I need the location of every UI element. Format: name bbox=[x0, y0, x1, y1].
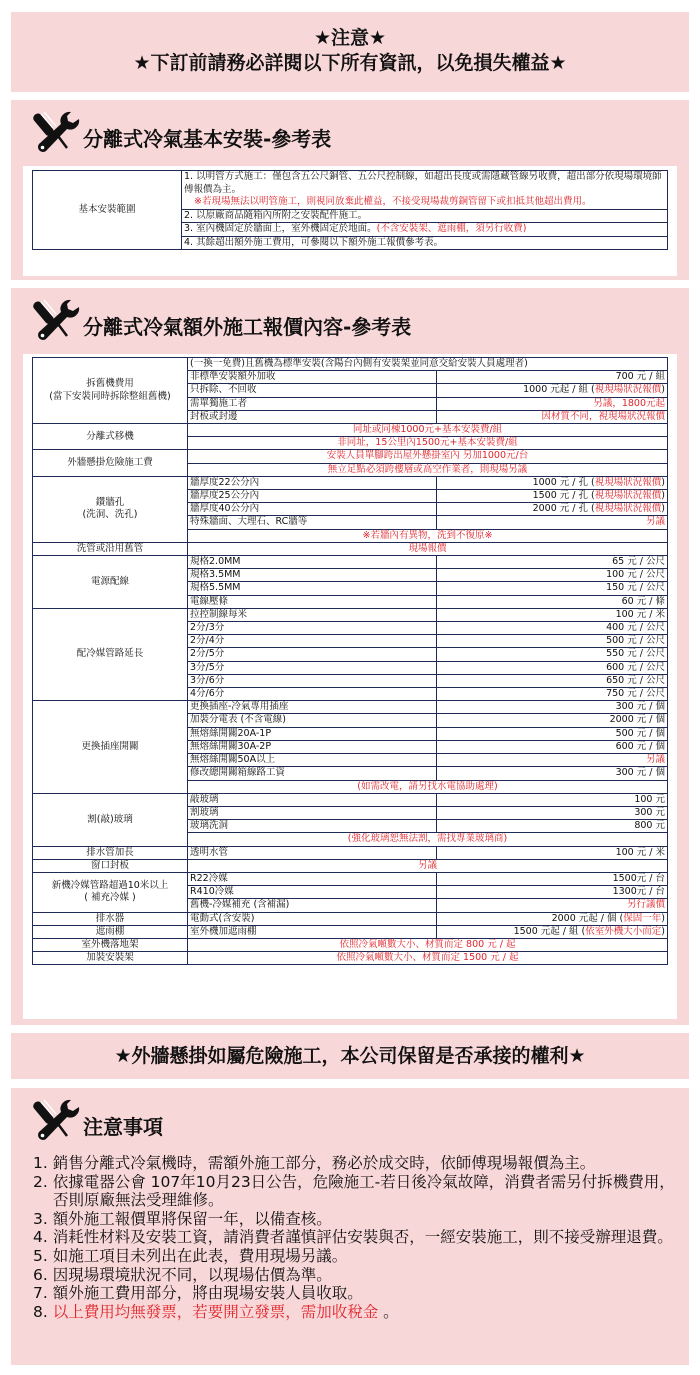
category-cell bbox=[33, 872, 188, 912]
price-cell bbox=[437, 582, 668, 595]
price-cell bbox=[437, 846, 668, 859]
table-row bbox=[33, 859, 668, 872]
notes-list bbox=[33, 1154, 689, 1321]
span-note: (一換一免費)且舊機為標準安裝(含陽台內側有安裝架並同意交給安裝人員處理者) bbox=[188, 358, 668, 371]
item-cell: 牆厚度22公分內 bbox=[188, 476, 437, 489]
price-cell bbox=[437, 899, 668, 912]
note-item bbox=[33, 1173, 689, 1210]
item-cell: 加裝分電表 (不含電線) bbox=[188, 714, 437, 727]
basic-item bbox=[182, 223, 668, 237]
price-value: 1500元 / 台 bbox=[612, 872, 665, 884]
price-cell bbox=[437, 806, 668, 819]
price-cell bbox=[437, 648, 668, 661]
table-row bbox=[33, 556, 668, 569]
item-cell: R22冷媒 bbox=[188, 872, 437, 885]
note-text: 7. 額外施工費用部分，將由現場安裝人員收取。 bbox=[33, 1284, 363, 1303]
category-label: 排水管加長 bbox=[86, 846, 134, 858]
price-note: 視現場狀況報價 bbox=[594, 503, 662, 515]
item-text: 1. 以明管方式施工：僅包含五公尺銅管、五公尺控制線，如超出長度或需隱藏管線另收費，超出部分依現場環境師傅報價為主。 bbox=[184, 171, 662, 195]
price-value: 因材質不同，視現場狀況報價 bbox=[541, 410, 665, 422]
item-cell: 割玻璃 bbox=[188, 806, 437, 819]
item-cell: 敲玻璃 bbox=[188, 793, 437, 806]
item-cell: 2分/5分 bbox=[188, 648, 437, 661]
table-row bbox=[33, 846, 668, 859]
section-title: 注意事項 bbox=[83, 1115, 163, 1139]
paren: ( bbox=[578, 925, 586, 937]
category-label: 分離式移機 bbox=[86, 430, 134, 442]
note-tail: 。 bbox=[378, 1302, 399, 1321]
note-text: 2. 依據電器公會 107年10月23日公告，危險施工-若日後冷氣故障，消費者需另付拆機費用，否則原廠無法受理維修。 bbox=[33, 1172, 675, 1210]
price-value: 另議 bbox=[645, 516, 665, 528]
item-cell: 牆厚度40公分內 bbox=[188, 503, 437, 516]
item-cell: 規格5.5MM bbox=[188, 582, 437, 595]
span-note: 另議 bbox=[188, 859, 668, 872]
price-value: 1300元 / 台 bbox=[612, 886, 665, 898]
table-row bbox=[33, 424, 668, 437]
category-label: 電源配線 bbox=[90, 575, 129, 587]
span-note: 現場報價 bbox=[188, 542, 668, 555]
span-note: 依照冷氣噸數大小、材質而定 1500 元 / 起 bbox=[188, 952, 668, 965]
price-cell bbox=[437, 635, 668, 648]
price-value: 60 元 / 條 bbox=[621, 595, 665, 607]
paren: ( bbox=[588, 384, 595, 396]
price-value: 65 元 / 公尺 bbox=[612, 556, 665, 568]
category-cell bbox=[33, 358, 188, 424]
price-cell bbox=[437, 674, 668, 687]
price-value: 500 元 / 公尺 bbox=[606, 635, 665, 647]
item-note: ※若現場無法以明管施工，則視同放棄此權益，不接受現場裁剪銅管留下或扣抵其他超出費用。 bbox=[194, 196, 592, 207]
table-row bbox=[33, 701, 668, 714]
price-note: 依室外機大小而定 bbox=[585, 925, 662, 937]
price-cell bbox=[437, 661, 668, 674]
category-cell bbox=[33, 701, 188, 793]
note-red: 以上費用均無發票，若要開立發票，需加收稅金 bbox=[52, 1302, 379, 1321]
item-cell: 規格3.5MM bbox=[188, 569, 437, 582]
table-row bbox=[33, 925, 668, 938]
category-cell bbox=[33, 846, 188, 859]
price-value: 1500 元 / 孔 bbox=[532, 490, 589, 502]
category-label: 加裝安裝架 bbox=[86, 952, 134, 964]
paren: ( bbox=[619, 912, 624, 924]
paren: ( bbox=[588, 490, 595, 502]
notice-subtitle: ★下訂前請務必詳閱以下所有資訊，以免損失權益★ bbox=[133, 52, 567, 74]
price-value: 600 元 / 公尺 bbox=[606, 661, 665, 673]
item-cell: 需單獨施工者 bbox=[188, 397, 437, 410]
price-cell bbox=[437, 740, 668, 753]
item-text: 3. 室內機固定於牆面上，室外機固定於地面。 bbox=[184, 223, 377, 234]
span-note: 同址或同棟1000元+基本安裝費/組 bbox=[188, 424, 668, 437]
price-value: 300 元 / 個 bbox=[615, 767, 665, 779]
item-cell: 牆厚度25公分內 bbox=[188, 490, 437, 503]
note-item bbox=[33, 1266, 689, 1285]
price-value: 另議，1800元起 bbox=[593, 397, 665, 409]
item-cell: 特殊牆面、大理石、RC牆等 bbox=[188, 516, 437, 529]
price-note: 視現場狀況報價 bbox=[594, 476, 662, 488]
table-row bbox=[33, 542, 668, 555]
price-value: 2000 元 / 孔 bbox=[532, 503, 589, 515]
item-cell: 玻璃洗洞 bbox=[188, 820, 437, 833]
item-cell: 封板或封邊 bbox=[188, 410, 437, 423]
category-label: 鑽牆孔 bbox=[95, 497, 125, 509]
item-cell: 2分/4分 bbox=[188, 635, 437, 648]
price-value: 100 元 / 米 bbox=[615, 846, 665, 858]
item-cell: 3分/5分 bbox=[188, 661, 437, 674]
category-cell bbox=[33, 793, 188, 846]
tools-icon bbox=[33, 296, 81, 342]
price-cell bbox=[437, 556, 668, 569]
category-cell bbox=[33, 859, 188, 872]
item-cell: 室外機加遮雨棚 bbox=[188, 925, 437, 938]
category-label: (洗洞、洗孔) bbox=[82, 509, 138, 521]
basic-item bbox=[182, 171, 668, 210]
category-label: 新機冷媒管路超過10米以上 bbox=[51, 880, 169, 892]
table-row bbox=[33, 450, 668, 463]
item-cell: 拉控制線每米 bbox=[188, 608, 437, 621]
price-value: 150 元 / 公尺 bbox=[606, 582, 665, 594]
table-row bbox=[33, 358, 668, 371]
price-value: 100 元 / 公尺 bbox=[606, 569, 665, 581]
price-value: 750 元 / 公尺 bbox=[606, 688, 665, 700]
item-cell: 無熔絲開關30A-2P bbox=[188, 740, 437, 753]
section-title: 分離式冷氣基本安裝-參考表 bbox=[83, 127, 332, 151]
item-cell: 透明水管 bbox=[188, 846, 437, 859]
item-cell: 電線壓條 bbox=[188, 595, 437, 608]
category-label: (當下安裝同時拆除整組舊機) bbox=[49, 390, 171, 402]
note-item bbox=[33, 1284, 689, 1303]
paren: ) bbox=[661, 384, 665, 396]
price-value: 600 元 / 個 bbox=[615, 740, 665, 752]
category-label: 配冷媒管路延長 bbox=[76, 648, 144, 660]
price-value: 550 元 / 公尺 bbox=[606, 648, 665, 660]
category-cell bbox=[33, 556, 188, 609]
price-value: 100 元 / 米 bbox=[615, 608, 665, 620]
item-cell: 修改總開關箱線路工資 bbox=[188, 767, 437, 780]
item-cell: 電動式(含安裝) bbox=[188, 912, 437, 925]
item-cell: 只拆除、不回收 bbox=[188, 384, 437, 397]
item-cell: 規格2.0MM bbox=[188, 556, 437, 569]
table-row bbox=[33, 952, 668, 965]
price-value: 另行議價 bbox=[626, 899, 665, 911]
price-note: 保固一年 bbox=[623, 912, 662, 924]
note-item bbox=[33, 1303, 689, 1322]
item-cell: 無熔絲開關20A-1P bbox=[188, 727, 437, 740]
table-row bbox=[33, 872, 668, 885]
price-value: 2000 元 / 個 bbox=[609, 714, 665, 726]
tools-icon bbox=[33, 108, 81, 154]
price-value: 2000 元起 / 個 bbox=[551, 912, 620, 924]
item-note: (不含安裝架、遮雨棚，須另行收費) bbox=[376, 223, 527, 234]
paren: ) bbox=[661, 912, 665, 924]
price-value: 1000 元起 / 組 bbox=[523, 384, 589, 396]
tools-icon bbox=[33, 1096, 81, 1142]
note-text: 3. 額外施工報價單將保留一年，以備查核。 bbox=[33, 1209, 332, 1228]
warning-banner: ★外牆懸掛如屬危險施工，本公司保留是否承接的權利★ bbox=[11, 1033, 689, 1079]
price-cell bbox=[437, 569, 668, 582]
note-text: 6. 因現場環境狀況不同，以現場估價為準。 bbox=[33, 1265, 332, 1284]
price-cell bbox=[437, 503, 668, 516]
item-cell: 無熔絲開關50A以上 bbox=[188, 754, 437, 767]
item-cell: 更換插座-冷氣專用插座 bbox=[188, 701, 437, 714]
span-note: ※若牆內有異物，洗到不復原※ bbox=[188, 529, 668, 542]
category-cell bbox=[33, 424, 188, 450]
price-cell bbox=[437, 371, 668, 384]
price-value: 300 元 bbox=[634, 806, 665, 818]
basic-install-table bbox=[32, 170, 668, 250]
span-note: 非同址，15公里內1500元+基本安裝費/組 bbox=[188, 437, 668, 450]
basic-item: 2. 以原廠商品隨箱內所附之安裝配件施工。 bbox=[182, 209, 668, 223]
paren: ( bbox=[588, 476, 595, 488]
table-row bbox=[33, 793, 668, 806]
note-item bbox=[33, 1210, 689, 1229]
price-cell bbox=[437, 754, 668, 767]
item-cell: 舊機-冷媒補充 (含補漏) bbox=[188, 899, 437, 912]
item-cell: 2分/3分 bbox=[188, 622, 437, 635]
notes-section bbox=[11, 1088, 689, 1365]
basic-install-section bbox=[11, 100, 689, 280]
price-note: 視現場狀況報價 bbox=[594, 490, 662, 502]
paren: ) bbox=[661, 503, 665, 515]
category-cell bbox=[33, 608, 188, 700]
price-value: 1000 元 / 孔 bbox=[532, 476, 589, 488]
span-note: (如需改電，請另找水電協助處理) bbox=[188, 780, 668, 793]
price-cell bbox=[437, 595, 668, 608]
category-label: 洗管或沿用舊管 bbox=[76, 542, 144, 554]
price-cell bbox=[437, 714, 668, 727]
price-cell bbox=[437, 516, 668, 529]
note-item bbox=[33, 1228, 689, 1247]
price-value: 1500 元起 / 組 bbox=[513, 925, 579, 937]
item-cell: 4分/6分 bbox=[188, 688, 437, 701]
note-text: 1. 銷售分離式冷氣機時，需額外施工部分，務必於成交時，依師傅現場報價為主。 bbox=[33, 1154, 596, 1172]
table-row bbox=[33, 912, 668, 925]
note-text: 8. bbox=[33, 1302, 53, 1321]
paren: ) bbox=[661, 476, 665, 488]
price-cell bbox=[437, 688, 668, 701]
price-value: 500 元 / 個 bbox=[615, 727, 665, 739]
category-label: 更換插座開關 bbox=[81, 740, 139, 752]
price-cell bbox=[437, 384, 668, 397]
span-note: 安裝人員單腳跨出屋外懸掛室內 另加1000元/台 bbox=[188, 450, 668, 463]
extra-work-section bbox=[11, 288, 689, 1025]
price-cell bbox=[437, 912, 668, 925]
notice-banner bbox=[11, 12, 689, 92]
price-cell bbox=[437, 490, 668, 503]
price-value: 另議 bbox=[645, 754, 665, 766]
category-label: 拆舊機費用 bbox=[86, 378, 134, 390]
category-cell bbox=[33, 542, 188, 555]
price-value: 800 元 bbox=[634, 820, 665, 832]
price-cell bbox=[437, 767, 668, 780]
item-cell: 非標準安裝額外加收 bbox=[188, 371, 437, 384]
category-label: 排水器 bbox=[95, 912, 125, 924]
category-cell bbox=[33, 952, 188, 965]
span-note: 無立足點必須跨樓層或高空作業者，則現場另議 bbox=[188, 463, 668, 476]
price-value: 700 元 / 組 bbox=[615, 371, 665, 383]
price-cell bbox=[437, 872, 668, 885]
price-cell bbox=[437, 476, 668, 489]
category-cell bbox=[33, 938, 188, 951]
price-cell bbox=[437, 793, 668, 806]
note-item bbox=[33, 1154, 689, 1173]
span-note: (強化玻璃恕無法割，需找專業玻璃商) bbox=[188, 833, 668, 846]
price-value: 300 元 / 個 bbox=[615, 701, 665, 713]
note-text: 4. 消耗性材料及安裝工資，請消費者謹慎評估安裝與否，一經安裝施工，則不接受辦理退費。 bbox=[33, 1228, 673, 1247]
category-label: 割(敲)玻璃 bbox=[87, 813, 133, 825]
notice-title: ★注意★ bbox=[313, 27, 387, 49]
table-row bbox=[33, 608, 668, 621]
category-cell bbox=[33, 476, 188, 542]
price-cell bbox=[437, 701, 668, 714]
price-cell bbox=[437, 886, 668, 899]
price-cell bbox=[437, 727, 668, 740]
item-cell: 3分/6分 bbox=[188, 674, 437, 687]
category-label: 室外機落地架 bbox=[81, 938, 139, 950]
section-title: 分離式冷氣額外施工報價內容-參考表 bbox=[83, 315, 412, 339]
category-label: 遮雨棚 bbox=[95, 925, 125, 937]
category-cell: 基本安裝範圍 bbox=[33, 171, 182, 250]
table-row bbox=[33, 476, 668, 489]
category-cell bbox=[33, 912, 188, 925]
price-value: 400 元 / 公尺 bbox=[606, 622, 665, 634]
price-cell bbox=[437, 397, 668, 410]
category-label: ( 補充冷媒 ) bbox=[84, 892, 136, 904]
note-item bbox=[33, 1247, 689, 1266]
category-label: 窗口封板 bbox=[90, 859, 129, 871]
category-cell bbox=[33, 925, 188, 938]
price-cell bbox=[437, 820, 668, 833]
span-note: 依照冷氣噸數大小、材質而定 800 元 / 起 bbox=[188, 938, 668, 951]
price-cell bbox=[437, 925, 668, 938]
basic-item: 4. 其餘超出額外施工費用，可參閱以下額外施工報價參考表。 bbox=[182, 236, 668, 250]
category-cell bbox=[33, 450, 188, 476]
item-cell: R410冷媒 bbox=[188, 886, 437, 899]
note-text: 5. 如施工項目未列出在此表，費用現場另議。 bbox=[33, 1246, 348, 1265]
price-value: 100 元 bbox=[634, 793, 665, 805]
table-row bbox=[33, 938, 668, 951]
price-cell bbox=[437, 608, 668, 621]
paren: ( bbox=[588, 503, 595, 515]
price-cell bbox=[437, 410, 668, 423]
paren: ) bbox=[661, 490, 665, 502]
price-cell bbox=[437, 622, 668, 635]
price-value: 650 元 / 公尺 bbox=[606, 674, 665, 686]
paren: ) bbox=[661, 925, 665, 937]
extra-price-table bbox=[32, 357, 668, 965]
category-label: 外牆懸掛危險施工費 bbox=[67, 457, 153, 469]
price-note: 視現場狀況報價 bbox=[594, 384, 662, 396]
